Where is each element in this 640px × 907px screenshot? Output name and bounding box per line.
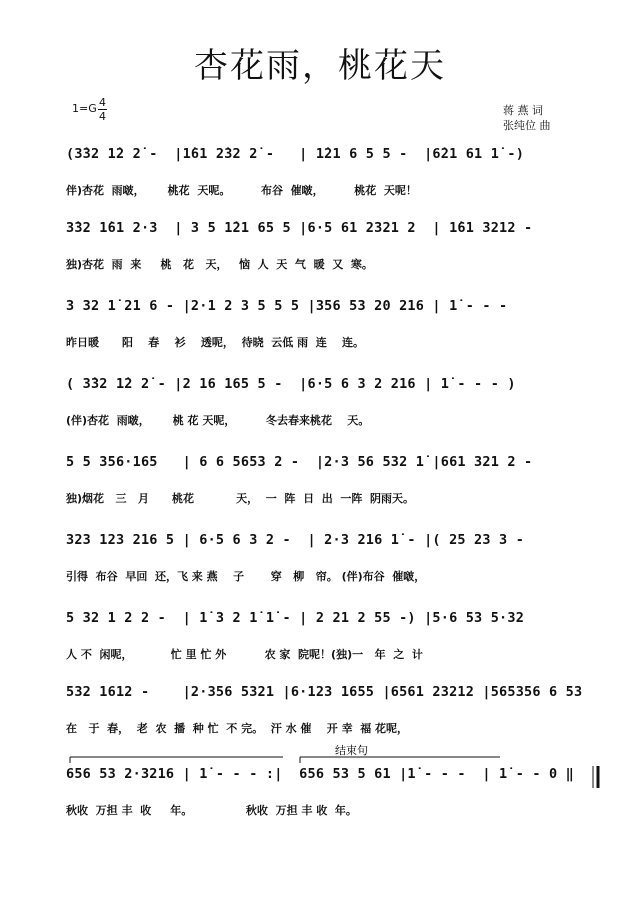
lyrics-line: 秋收 万担 丰 收 年。 秋收 万担 丰 收 年。 (66, 804, 357, 817)
notes-line: 5 5 356·165 | 6 6 5653 2 - |2·3 56 532 1̇ |661 321 2 - (66, 454, 533, 470)
meter-bottom: 4 (99, 110, 106, 123)
lyrics-line: 在 于 春， 老 农 播 种 忙 不 完。 汗 水 催 开 幸 福 花呢， (66, 722, 409, 735)
meter-top: 4 (99, 96, 106, 109)
lyrics-line: 独)烟花 三 月 桃花 天， 一 阵 日 出 一阵 阴雨天。 (66, 492, 415, 505)
notes-line: 656 53 2·3216 | 1̇ - - - :| 656 53 5 61 |1̇ - - - | 1̇ - - 0 ‖ (66, 766, 574, 782)
lyrics-line: (伴)杏花 雨啵， 桃 花 天呢， 冬去春来桃花 天。 (66, 414, 370, 427)
lyrics-line: 人 不 闲呢， 忙 里 忙 外 农 家 院呢！(独)一 年 之 计 (66, 648, 423, 661)
notes-line: ( 3̇32 1̇2 2̇ - |2 16 165 5 - |6·5 6 3 2 216 | 1̇ - - - ) (66, 376, 516, 392)
notes-line: 3̇32 1̇61 2·3 | 3 5 1̇21 65 5 |6·5 61 2321 2 | 1̇61 3212 - (66, 220, 533, 236)
notes-line: 532 1612 - |2·356 5321 |6·123 1655 |6561 23212 |565356 6 53 (66, 684, 583, 700)
notes-line: 5 32 1 2 2 - | 1̇ 3 2 1̇ 1̇ - | 2 21 2 55 -) |5·6 53 5·32 (66, 610, 525, 626)
coda-label: 结束句 (335, 745, 368, 757)
notes-line: 3 32 1̇ 21 6 - |2·1 2 3 5 5 5 |356 53 20 216 | 1̇ - - - (66, 298, 508, 314)
lyrics-line: 引得 布谷 早回 还，飞 来 燕 子 穿 柳 帘。 (伴)布谷 催啵， (66, 570, 426, 583)
song-title: 杏花雨，桃花天 (194, 46, 446, 86)
key-signature: 1=G (72, 102, 97, 115)
notes-line: 323 123 216 5 | 6·5 6 3 2 - | 2·3 216 1̇ - |( 25 23 3 - (66, 532, 525, 548)
lyrics-line: 独)杏花 雨 来 桃 花 天， 恼 人 天 气 暖 又 寒。 (66, 258, 373, 271)
lyricist-credit: 蒋 燕 词 (503, 104, 543, 117)
lyrics-line: 昨日暖 阳 春 衫 透呢， 待晓 云低 雨 连 连。 (66, 336, 365, 349)
composer-credit: 张纯位 曲 (503, 119, 551, 132)
notes-line: (3̇32 1̇2 2̇ - |1̇61 2̇32 2̇ - | 1̇21 6 5 5 - |6̇21 61 1̇ -) (66, 146, 525, 162)
lyrics-line: 伴)杏花 雨啵， 桃花 天呢。 布谷 催啵， 桃花 天呢！ (66, 184, 417, 197)
